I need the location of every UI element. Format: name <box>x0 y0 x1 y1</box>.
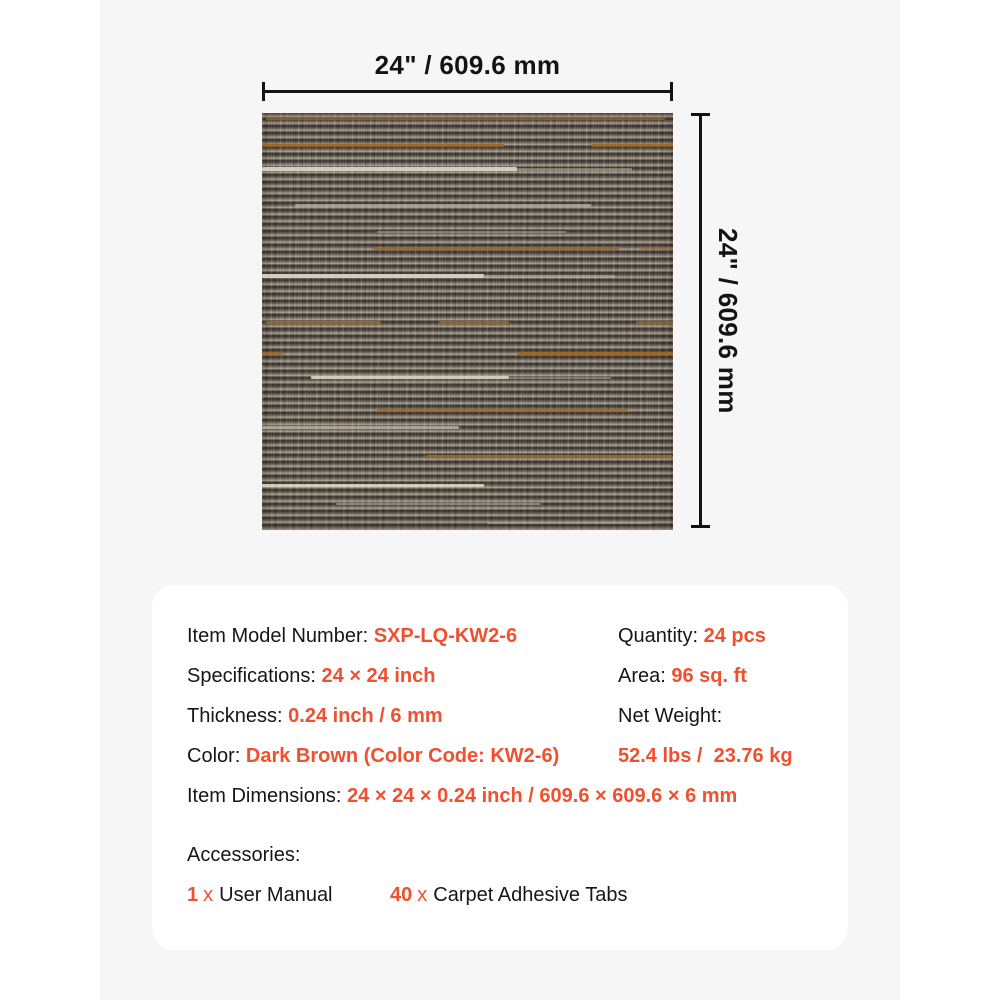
height-dimension-line <box>699 113 702 528</box>
carpet-accent-stripe <box>262 274 484 278</box>
user-manual-times: x <box>203 884 214 906</box>
carpet-accent-stripe <box>509 377 612 379</box>
spec-row-model-quantity <box>187 616 813 656</box>
spec-row-thickness-netweight <box>187 696 813 736</box>
carpet-accent-stripe <box>377 409 628 412</box>
thickness-value: 0.24 inch / 6 mm <box>288 705 443 727</box>
quantity-label: Quantity: <box>618 625 704 647</box>
carpet-accent-stripe <box>262 426 459 429</box>
accessories-row <box>187 875 813 915</box>
carpet-accent-stripe <box>517 168 632 171</box>
carpet-accent-stripe <box>517 352 673 355</box>
carpet-accent-stripe <box>295 204 591 207</box>
net-weight-label: Net Weight: <box>618 705 723 727</box>
thickness-label: Thickness: <box>187 705 289 727</box>
carpet-accent-stripe <box>336 503 542 505</box>
item-dimensions-value: 24 × 24 × 0.24 inch / 609.6 × 609.6 × 6 mm <box>347 785 738 807</box>
carpet-accent-stripe <box>488 522 652 524</box>
carpet-accent-stripe <box>311 376 508 379</box>
carpet-accent-stripe <box>484 275 616 278</box>
carpet-accent-stripe <box>262 484 484 487</box>
height-dimension-label: 24" / 609.6 mm <box>713 227 743 414</box>
color-label: Color: <box>187 745 246 767</box>
carpet-accent-stripe <box>636 321 673 324</box>
specifications-value: 24 × 24 inch <box>321 665 436 687</box>
user-manual-qty: 1 <box>187 884 199 906</box>
carpet-tile <box>262 113 673 530</box>
carpet-accent-stripe <box>266 117 665 120</box>
adhesive-tabs-times: x <box>417 884 428 906</box>
model-number-label: Item Model Number: <box>187 625 374 647</box>
adhesive-tabs-qty: 40 <box>390 884 413 906</box>
product-infographic-canvas <box>100 0 900 1000</box>
spec-row-item-dimensions <box>187 776 813 816</box>
area-label: Area: <box>618 665 672 687</box>
carpet-accent-stripe <box>266 321 381 324</box>
area-value: 96 sq. ft <box>671 665 747 687</box>
item-dimensions-label: Item Dimensions: <box>187 785 348 807</box>
spec-card <box>152 585 848 950</box>
carpet-accent-stripe <box>439 321 509 324</box>
spec-row-specifications-area <box>187 656 813 696</box>
color-value: Dark Brown (Color Code: KW2-6) <box>245 745 560 767</box>
adhesive-tabs-name: Carpet Adhesive Tabs <box>433 884 628 906</box>
accessory-user-manual <box>187 875 390 915</box>
accessories-title: Accessories: <box>187 844 301 866</box>
carpet-accent-stripe <box>262 352 283 355</box>
quantity-value: 24 pcs <box>703 625 766 647</box>
carpet-accent-stripe <box>373 247 620 250</box>
carpet-accent-stripe <box>426 455 673 458</box>
carpet-accent-stripe <box>591 144 673 147</box>
carpet-accent-stripe <box>262 167 517 171</box>
carpet-accent-stripe <box>640 247 673 250</box>
net-weight-value: 52.4 lbs / 23.76 kg <box>618 745 793 767</box>
model-number-value: SXP-LQ-KW2-6 <box>373 625 518 647</box>
specifications-label: Specifications: <box>187 665 322 687</box>
accessory-adhesive-tabs <box>390 875 627 915</box>
carpet-accent-stripe <box>377 231 566 233</box>
user-manual-name: User Manual <box>219 884 333 906</box>
carpet-accent-stripe <box>262 144 504 147</box>
width-dimension-label: 24" / 609.6 mm <box>374 50 561 80</box>
width-dimension-line <box>262 90 673 93</box>
spec-row-color-weightvalue <box>187 736 813 776</box>
